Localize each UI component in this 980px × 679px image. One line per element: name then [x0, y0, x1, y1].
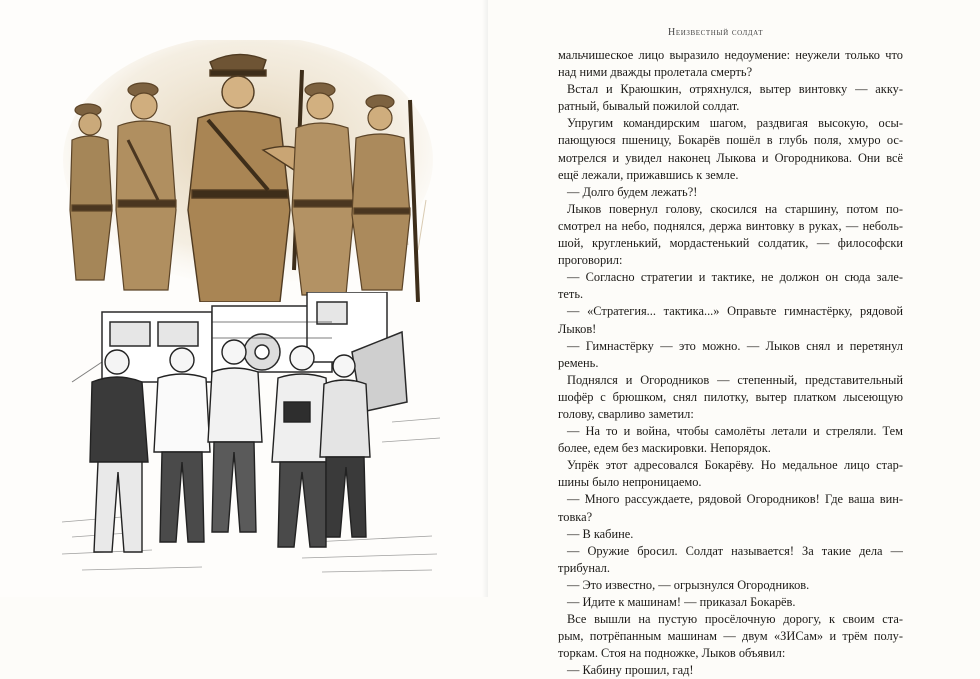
text-line: рым, потрёпанным машинам — двум «ЗИСам» и трём полу-: [558, 629, 903, 644]
text-line: над ними дважды пролетала смерть?: [558, 65, 753, 80]
text-line: товка?: [558, 509, 593, 524]
text-line: Встал и Краюшкин, отряхнулся, вытер винтовку — акку-: [567, 82, 903, 97]
text-line: — Идите к машинам! — приказал Бокарёв.: [567, 595, 796, 609]
text-line: Упругим командирским шагом, раздвигая высокую, осы-: [567, 116, 903, 131]
text-line: — Согласно стратегии и тактике, не должон он сюда зале-: [567, 270, 903, 285]
left-page: [0, 0, 488, 597]
text-line: Поднялся и Огородников — степенный, представительный: [567, 372, 903, 387]
text-line: — В кабине.: [567, 526, 634, 541]
text-line: ратный, бывалый пожилой солдат.: [558, 99, 740, 114]
text-line: шой, кругленький, мордастенький солдатик, — философски: [558, 236, 903, 251]
text-line: — Много рассуждаете, рядовой Огородников! Где ваша вин-: [567, 492, 903, 507]
text-line: — «Стратегия... тактика...» Оправьте гимнастёрку, рядовой: [567, 304, 903, 319]
text-line: более, едем без маскировки. Непорядок.: [558, 441, 771, 456]
text-line: голову, сварливо заметил:: [558, 406, 694, 421]
text-line: — Гимнастёрку — это можно. — Лыков снял и перетянул: [567, 338, 903, 353]
text-line: ещё лежали, прижавшись к земле.: [558, 167, 739, 182]
sepia-soldiers-illustration: [58, 40, 438, 302]
text-line: — Оружие бросил. Солдат называется! За такие дела —: [567, 543, 903, 558]
text-line: теть.: [558, 287, 584, 302]
text-line: торкам. Стоя на подножке, Лыков объявил:: [558, 646, 786, 661]
ink-men-trucks-illustration: [62, 292, 442, 582]
text-line: Все вышли на пустую просёлочную дорогу, к своим ста-: [567, 612, 903, 627]
text-line: мотрелся и увидел наконец Лыкова и Огородникова. Они всё: [558, 150, 903, 165]
text-line: Лыков!: [558, 321, 597, 336]
running-head: Неизвестный солдат: [668, 27, 764, 38]
text-line: — Долго будем лежать?!: [567, 184, 698, 199]
text-line: Лыков повернул голову, скосился на старшину, потом по-: [567, 201, 903, 216]
text-line: — Кабину прошил, гад!: [567, 663, 694, 678]
text-line: трибунал.: [558, 560, 610, 575]
text-line: ремень.: [558, 355, 599, 370]
text-line: смотрел на небо, поднялся, держа винтовку в руках, — неболь-: [558, 218, 903, 233]
body-text: [558, 47, 903, 679]
text-line: шофёр с брюшком, снял пилотку, вытер платком лысеющую: [558, 389, 903, 404]
text-line: — На то и война, чтобы самолёты летали и стреляли. Тем: [567, 424, 903, 439]
text-line: пающуюся пшеницу, Бокарёв пошёл в глубь поля, хмуро ос-: [558, 133, 903, 148]
text-line: мальчишеское лицо выразило недоумение: неужели только что: [558, 48, 903, 62]
text-line: — Это известно, — огрызнулся Огородников.: [567, 577, 810, 592]
text-line: Упрёк этот адресовался Бокарёву. Но медальное лицо стар-: [567, 458, 903, 473]
text-line: шины было непроницаемо.: [558, 475, 702, 490]
text-line: проговорил:: [558, 253, 623, 268]
